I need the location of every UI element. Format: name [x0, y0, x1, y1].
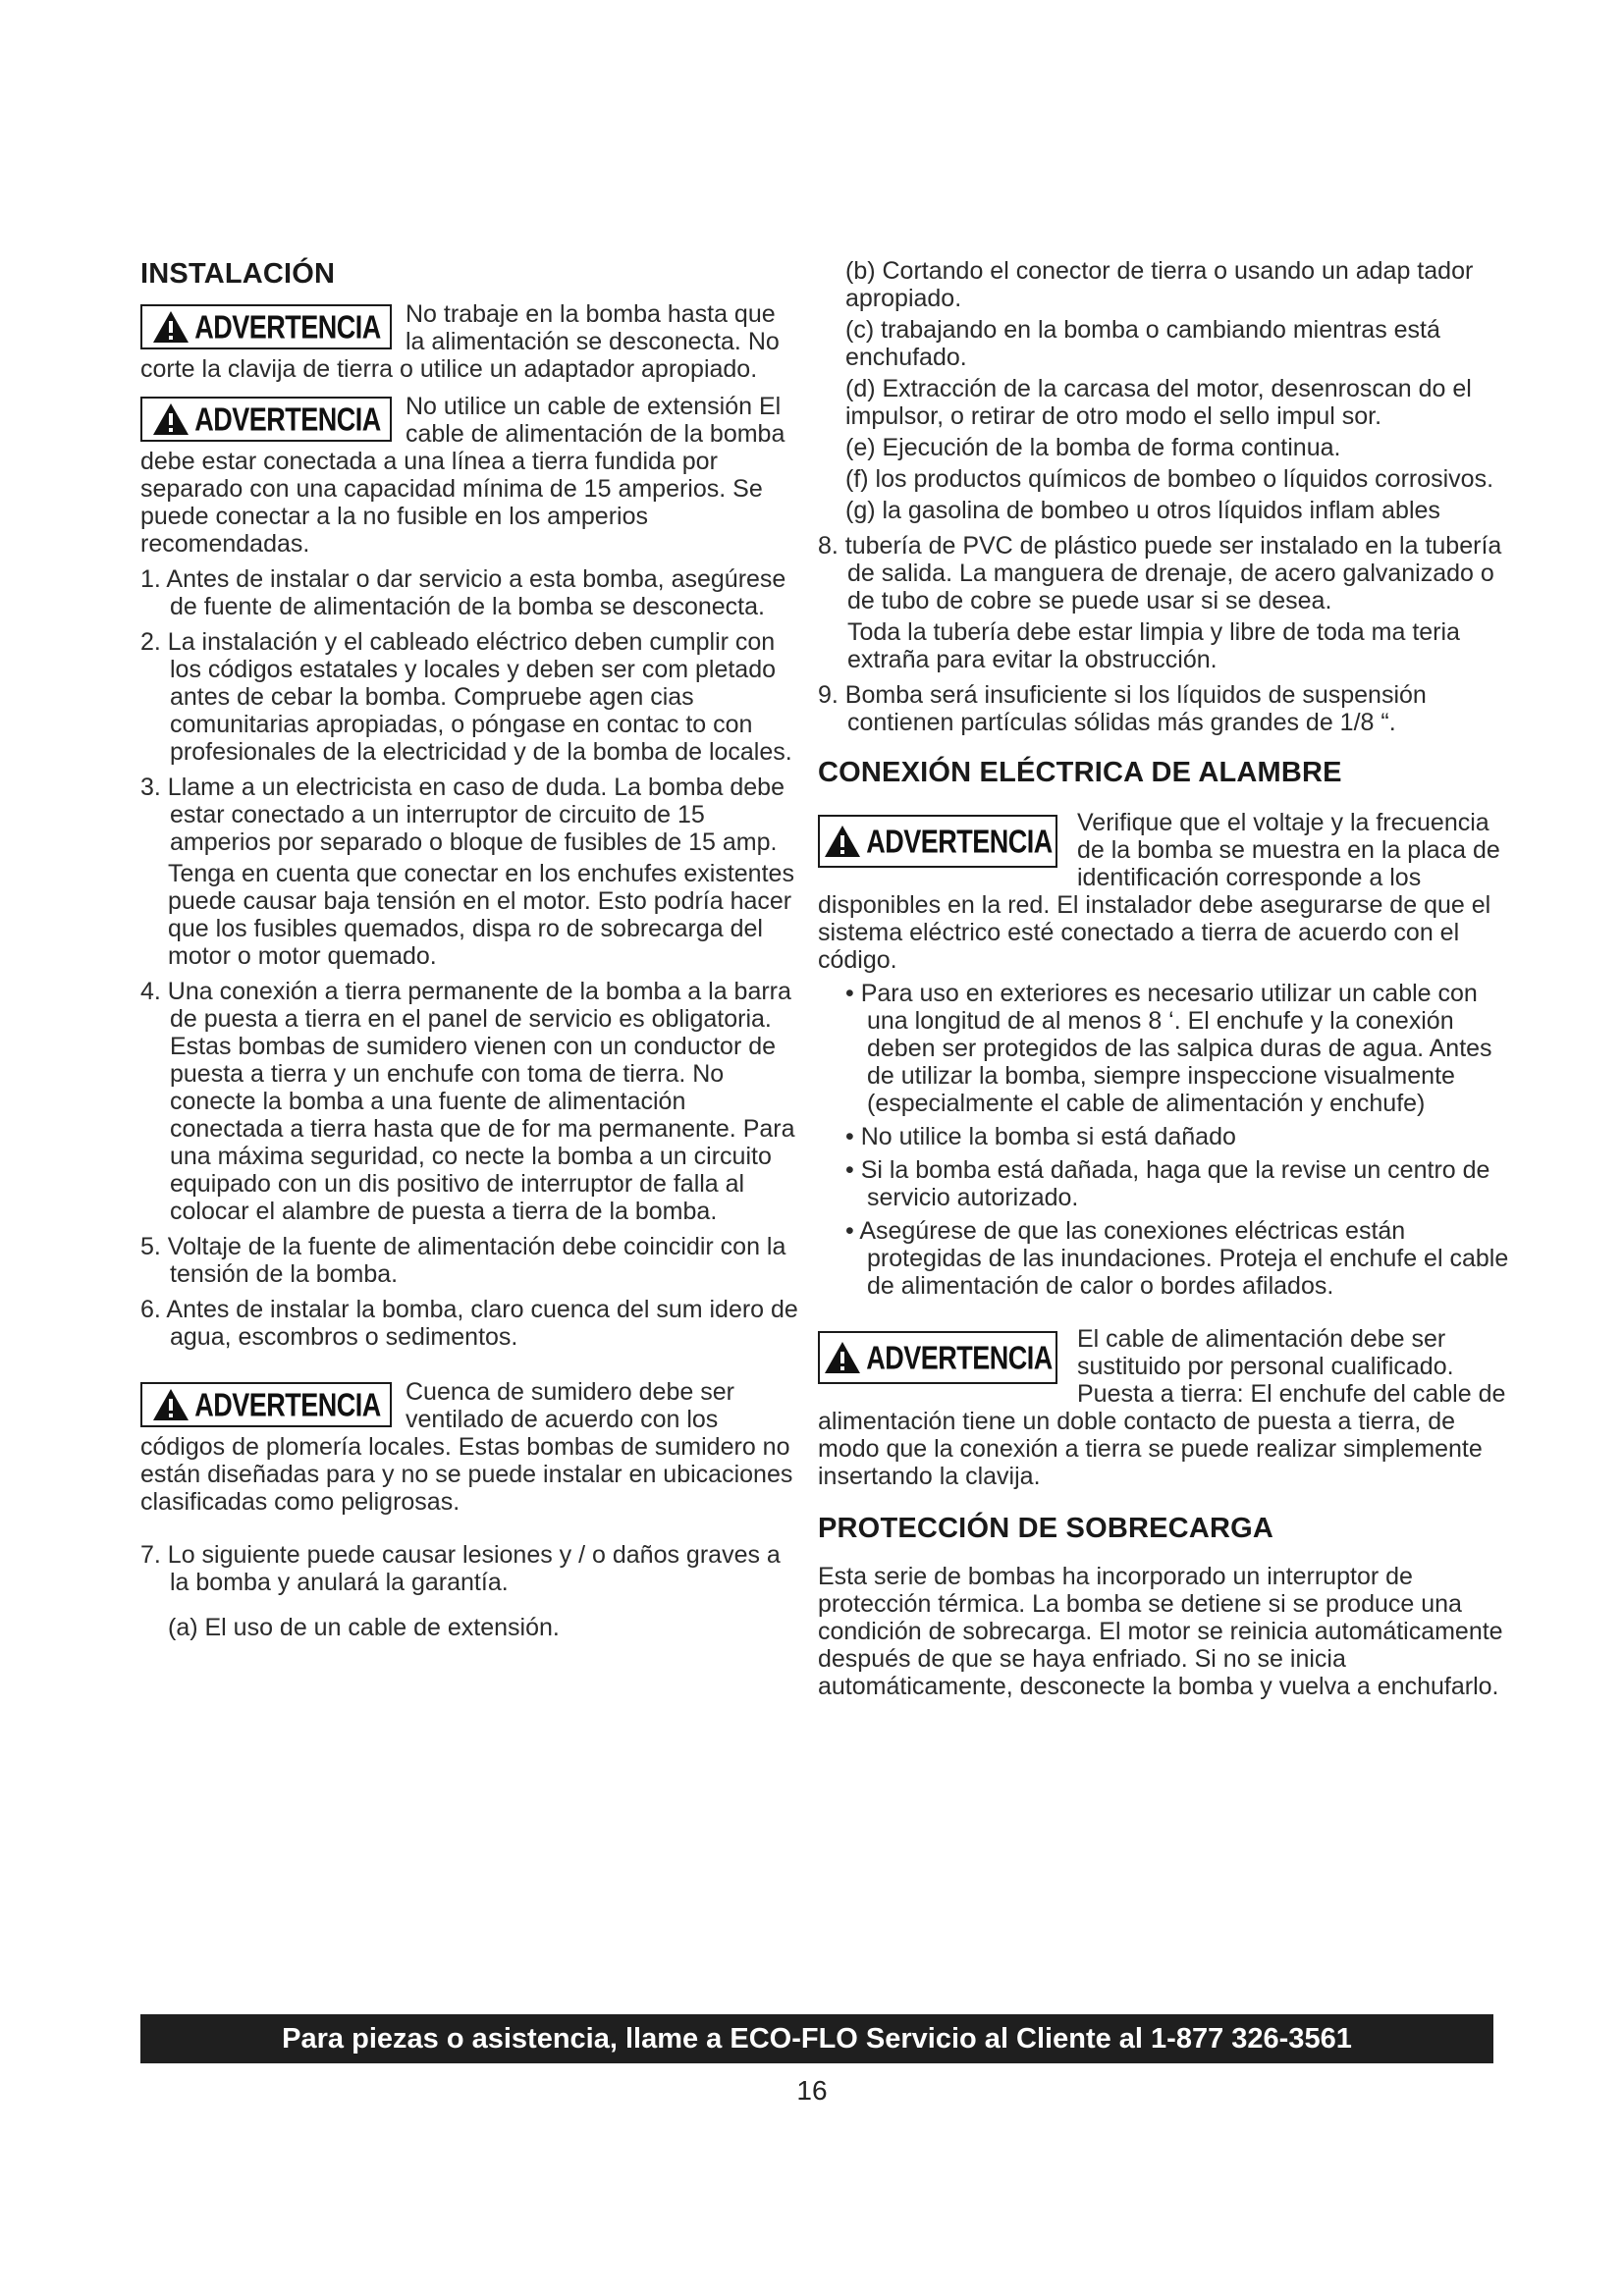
install-step-8: 8. tubería de PVC de plástico puede ser instalado en la tubería de salida. La manguera de drenaje, de acero galvanizado o de tubo de cobre se puede usar si se desea.: [818, 532, 1502, 614]
warning-block-power: [140, 300, 798, 383]
page-number: 16: [796, 2075, 828, 2106]
electrical-connection-heading: CONEXIÓN ELÉCTRICA DE ALAMBRE: [818, 757, 1342, 788]
warning-triangle-icon: [823, 1340, 862, 1375]
support-footer-bar: Para piezas o asistencia, llame a ECO-FLO Servicio al Cliente al 1-877 326-3561: [140, 2014, 1493, 2063]
install-step-7g: (g) la gasolina de bombeo u otros líquidos inflam ables: [845, 497, 1440, 524]
list-item: • Para uso en exteriores es necesario utilizar un cable con una longitud de al menos 8 ‘. El enchufe y la conexión deben ser protegidos de las salpica duras de agua. Antes de utilizar la bomba, siempre inspeccione visualmente (especialmente el cable de alimentación y enchufe): [845, 980, 1492, 1117]
warning-block-basin: [140, 1378, 798, 1516]
warning-badge: [140, 1382, 392, 1427]
install-step-7f: (f) los productos químicos de bombeo o líquidos corrosivos.: [845, 465, 1494, 493]
warning-block-cord-replacement: [818, 1325, 1515, 1490]
install-step-7a: (a) El uso de un cable de extensión.: [168, 1614, 560, 1641]
overload-paragraph: Esta serie de bombas ha incorporado un interruptor de protección térmica. La bomba se detiene si se produce una condición de sobrecarga. El motor se reinicia automáticamente después de que se haya enfriado. Si no se inicia automáticamente, desconecte la bomba y vuelva a enchufarlo.: [818, 1563, 1503, 1700]
overload-protection-heading: PROTECCIÓN DE SOBRECARGA: [818, 1513, 1273, 1544]
install-step-4: 4. Una conexión a tierra permanente de la bomba a la barra de puesta a tierra en el panel de servicio es obligatoria. Estas bombas de sumidero vienen con un conductor de puesta a tierra y un enchufe con toma de tierra. No conecte la bomba a una fuente de alimentación conectada a tierra hasta que de for ma permanente. Para una máxima seguridad, co necte la bomba a un circuito equipado con un dis positivo de interruptor de falla al colocar el alambre de puesta a tierra de la bomba.: [140, 978, 795, 1225]
install-step-2: 2. La instalación y el cableado eléctrico deben cumplir con los códigos estatales y locales y deben ser com pletado antes de cebar la bomba. Compruebe agen cias comunitarias apropiadas, o póngase en contac to con profesionales de la electricidad y de la bomba de locales.: [140, 628, 792, 766]
warning-triangle-icon: [151, 309, 190, 345]
warning-badge-label: ADVERTENCIA: [866, 1339, 1053, 1376]
list-item: • No utilice la bomba si está dañado: [845, 1123, 1236, 1150]
warning-badge: [140, 397, 392, 442]
install-step-7e: (e) Ejecución de la bomba de forma continua.: [845, 434, 1341, 461]
install-step-3: 3. Llame a un electricista en caso de duda. La bomba debe estar conectado a un interruptor de circuito de 15 amperios por separado o bloque de fusibles de 15 amp.: [140, 774, 785, 856]
warning-triangle-icon: [823, 824, 862, 859]
install-step-7d: (d) Extracción de la carcasa del motor, desenroscan do el impulsor, o retirar de otro modo el sello impul sor.: [845, 375, 1472, 430]
warning-triangle-icon: [151, 1387, 190, 1422]
warning-text: El cable de alimentación debe ser sustituido por personal cualificado. Puesta a tierra: El enchufe del cable de alimentación tiene un doble contacto de puesta a tierra, de modo que la conexión a tierra se puede realizar simplemente insertando la clavija.: [818, 1325, 1506, 1490]
warning-badge-label: ADVERTENCIA: [194, 308, 381, 346]
list-item: • Si la bomba está dañada, haga que la revise un centro de servicio autorizado.: [845, 1156, 1490, 1211]
warning-badge-label: ADVERTENCIA: [194, 1386, 381, 1423]
warning-badge: [140, 304, 392, 349]
list-item: • Asegúrese de que las conexiones eléctricas están protegidas de las inundaciones. Proteja el enchufe el cable de alimentación de calor o bordes afilados.: [845, 1217, 1509, 1300]
warning-block-extension-cord: [140, 393, 798, 558]
warning-badge: [818, 815, 1057, 868]
right-column: [818, 257, 1515, 1700]
warning-badge-label: ADVERTENCIA: [866, 823, 1053, 860]
install-step-7c: (c) trabajando en la bomba o cambiando mientras está enchufado.: [845, 316, 1440, 371]
install-step-3-note: Tenga en cuenta que conectar en los enchufes existentes puede causar baja tensión en el motor. Esto podría hacer que los fusibles quemados, dispa ro de sobrecarga del motor o motor quemado.: [168, 860, 794, 970]
installation-heading: INSTALACIÓN: [140, 258, 336, 290]
install-step-7b: (b) Cortando el conector de tierra o usando un adap tador apropiado.: [845, 257, 1474, 312]
warning-text: Verifique que el voltaje y la frecuencia de la bomba se muestra en la placa de identificación corresponde a los disponibles en la red. El instalador debe asegurarse de que el sistema eléctrico esté conectado a tierra de acuerdo con el código.: [818, 809, 1500, 974]
install-step-7: 7. Lo siguiente puede causar lesiones y / o daños graves a la bomba y anulará la garantía.: [140, 1541, 781, 1596]
warning-badge: [818, 1331, 1057, 1384]
install-step-1: 1. Antes de instalar o dar servicio a esta bomba, asegúrese de fuente de alimentación de la bomba se desconecta.: [140, 565, 786, 620]
left-column: [140, 257, 798, 1641]
install-step-6: 6. Antes de instalar la bomba, claro cuenca del sum idero de agua, escombros o sedimentos.: [140, 1296, 798, 1351]
warning-badge-label: ADVERTENCIA: [194, 400, 381, 438]
install-step-8-note: Toda la tubería debe estar limpia y libre de toda ma teria extraña para evitar la obstrucción.: [847, 618, 1460, 673]
warning-text: No utilice un cable de extensión El cable de alimentación de la bomba debe estar conectada a una línea a tierra fundida por separado con una capacidad mínima de 15 amperios. Se puede conectar a la no fusible en los amperios recomendadas.: [140, 393, 785, 558]
install-step-9: 9. Bomba será insuficiente si los líquidos de suspensión contienen partículas sólidas más grandes de 1/8 “.: [818, 681, 1427, 736]
warning-text: Cuenca de sumidero debe ser ventilado de acuerdo con los códigos de plomería locales. Estas bombas de sumidero no están diseñadas para y no se puede instalar en ubicaciones clasificadas como peligrosas.: [140, 1378, 793, 1516]
warning-block-voltage: [818, 809, 1515, 974]
warning-triangle-icon: [151, 401, 190, 437]
warning-text: No trabaje en la bomba hasta que la alimentación se desconecta. No corte la clavija de tierra o utilice un adaptador apropiado.: [140, 300, 780, 383]
install-step-5: 5. Voltaje de la fuente de alimentación debe coincidir con la tensión de la bomba.: [140, 1233, 786, 1288]
